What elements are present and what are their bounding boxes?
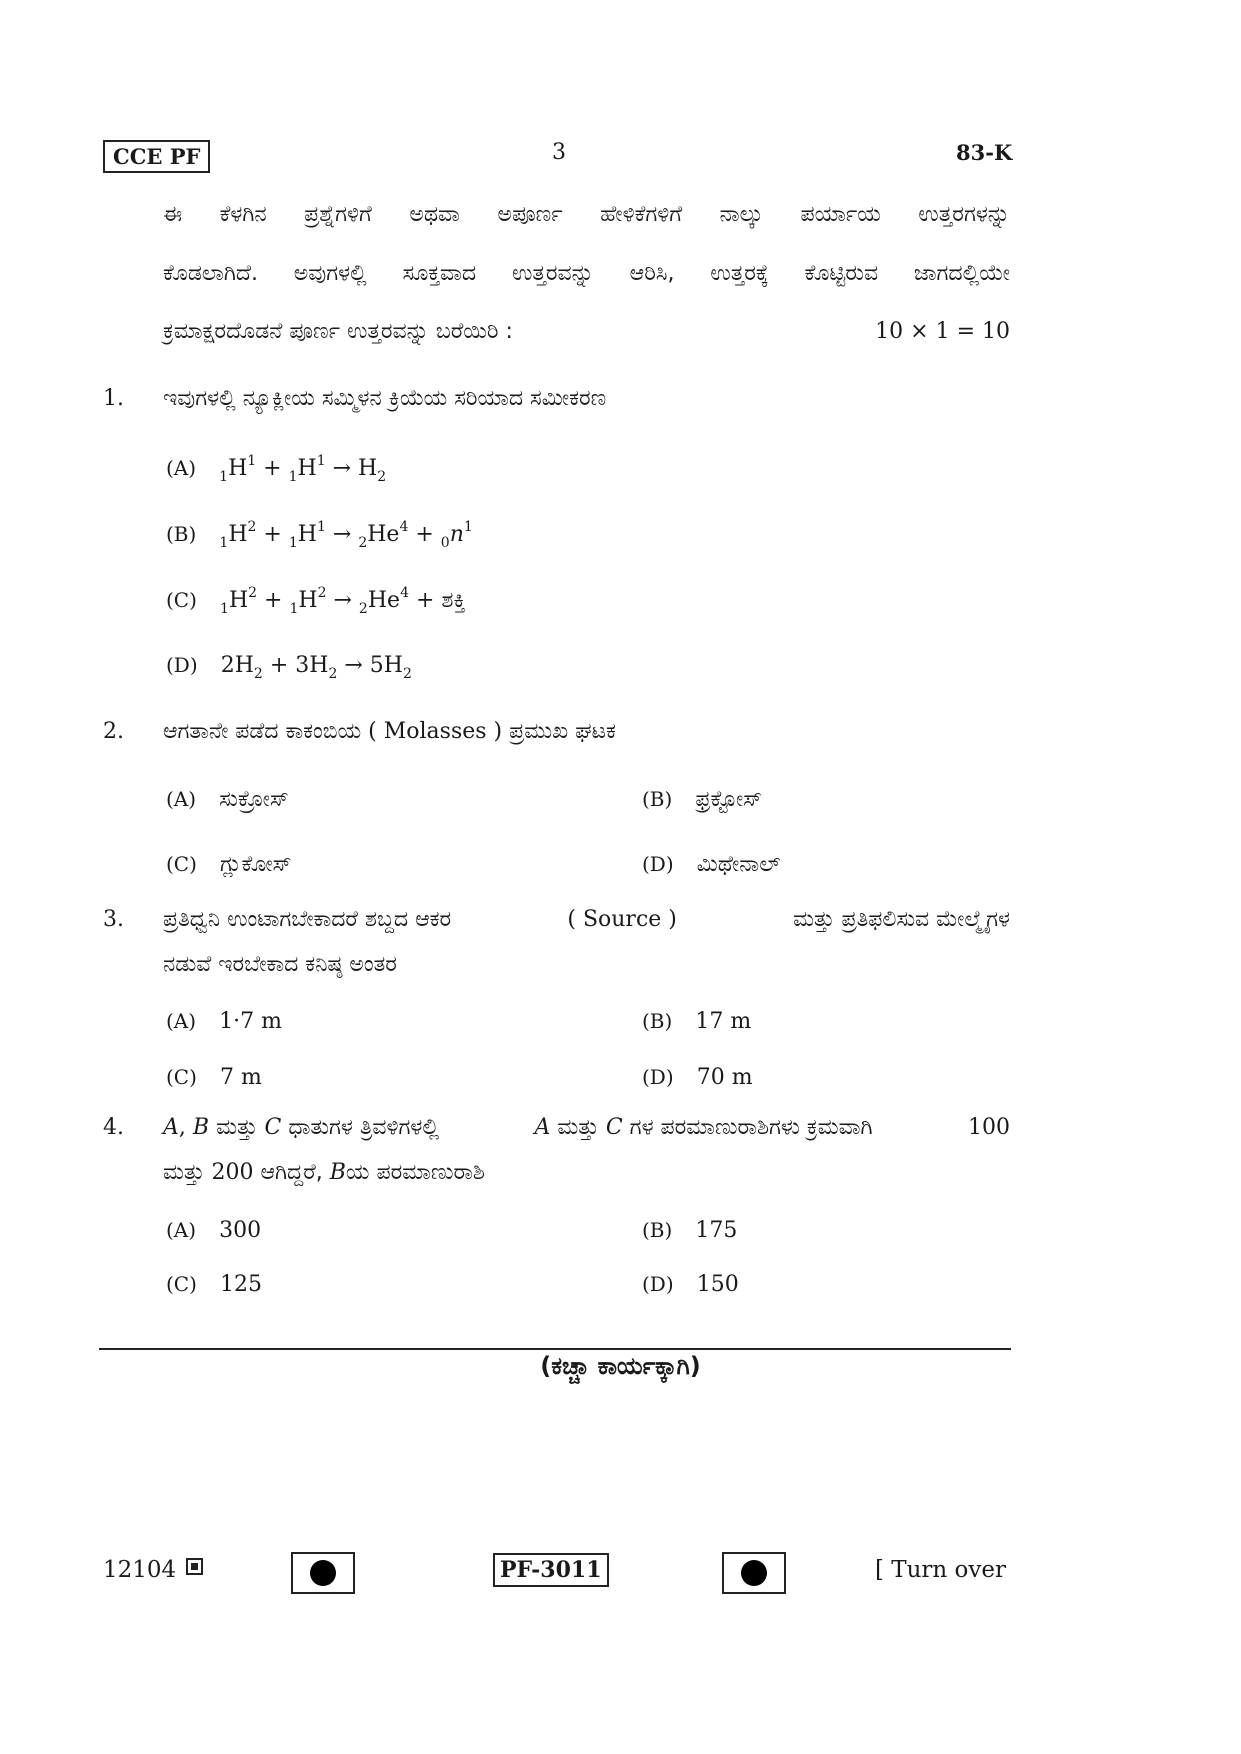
- question-text-line-1: ಪ್ರತಿಧ್ವನಿ ಉಂಟಾಗಬೇಕಾದರೆ ಶಬ್ದದ ಆಕರ ( Source ) ಮತ್ತು ಪ್ರತಿಫಲಿಸುವ ಮೇಲ್ಮೈಗಳ: [163, 907, 1010, 932]
- option-formula: $2H_2 + 3H_2 \to 5H_2$: [220, 653, 412, 682]
- rough-work-label: (ಕಚ್ಚಾ ಕಾರ್ಯಕ್ಕಾಗಿ): [540, 1352, 701, 1380]
- option-value: 175: [695, 1218, 738, 1243]
- option-letter: (B): [166, 522, 197, 546]
- option-row: [166, 585, 466, 624]
- question-text-line-2: ನಡುವೆ ಇರಬೇಕಾದ ಕನಿಷ್ಠ ಅಂತರ: [163, 952, 397, 977]
- option-row: [642, 784, 762, 814]
- option-value: 125: [220, 1272, 263, 1297]
- question-text-line-2: ಮತ್ತು 200 ಆಗಿದ್ದರೆ, Bಯ ಪರಮಾಣುರಾಶಿ: [163, 1160, 485, 1185]
- footer-serial: 12104: [103, 1555, 203, 1585]
- option-row: [166, 650, 412, 681]
- option-letter: (D): [166, 653, 198, 677]
- option-letter: (A): [166, 1218, 197, 1242]
- option-value: 7 m: [220, 1065, 262, 1090]
- option-value: 150: [696, 1272, 739, 1297]
- option-letter: (C): [166, 1065, 197, 1089]
- option-row: [166, 849, 292, 879]
- option-row: [166, 519, 473, 558]
- option-formula: $_1H^2 + _1H^2 \to _2He^4$ + ಶಕ್ತಿ: [220, 585, 466, 617]
- option-row: [166, 1215, 261, 1246]
- option-row: [642, 1269, 739, 1300]
- option-letter: (C): [166, 852, 197, 876]
- registration-mark-icon: [722, 1552, 786, 1594]
- question-text: ಇವುಗಳಲ್ಲಿ ನ್ಯೂಕ್ಲೀಯ ಸಮ್ಮಿಳನ ಕ್ರಿಯೆಯ ಸರಿಯಾದ ಸಮೀಕರಣ: [163, 386, 607, 411]
- page-number: 3: [552, 140, 566, 165]
- question-number: 2.: [103, 719, 124, 744]
- option-row: [642, 849, 781, 879]
- option-row: [166, 784, 289, 814]
- question-number: 3.: [103, 907, 124, 932]
- option-value: 1·7 m: [219, 1009, 282, 1034]
- option-letter: (C): [166, 588, 197, 612]
- option-letter: (D): [642, 1065, 674, 1089]
- option-letter: (D): [642, 1272, 674, 1296]
- question-number: 4.: [103, 1115, 124, 1140]
- paper-subject-code: 83-K: [956, 140, 1013, 165]
- option-row: [166, 453, 386, 492]
- option-value: 70 m: [696, 1065, 753, 1090]
- header-code-box: CCE PF: [103, 140, 210, 173]
- option-value: ಫ್ರಕ್ಟೋಸ್: [695, 787, 763, 812]
- option-letter: (D): [642, 852, 674, 876]
- instruction-line-2: ಕೊಡಲಾಗಿದೆ. ಅವುಗಳಲ್ಲಿ ಸೂಕ್ತವಾದ ಉತ್ತರವನ್ನು ಆರಿಸಿ, ಉತ್ತರಕ್ಕೆ ಕೊಟ್ಟಿರುವ ಜಾಗದಲ್ಲಿಯೇ: [163, 261, 1010, 286]
- energy-word: ಶಕ್ತಿ: [441, 588, 466, 613]
- option-formula: $_1H^1 + _1H^1 \to H_2$: [219, 453, 387, 485]
- option-value: ಮಿಥೇನಾಲ್: [696, 852, 781, 877]
- option-row: [166, 1269, 262, 1300]
- option-letter: (B): [642, 1009, 673, 1033]
- option-row: [166, 1006, 282, 1037]
- question-text: ಆಗತಾನೇ ಪಡೆದ ಕಾಕಂಬಿಯ ( Molasses ) ಪ್ರಮುಖ ಘಟಕ: [163, 719, 616, 744]
- option-value: ಗ್ಲುಕೋಸ್: [220, 852, 292, 877]
- option-formula: $_1H^2 + _1H^1 \to _2He^4 + _0n^1$: [219, 519, 473, 551]
- instruction-line-3: ಕ್ರಮಾಕ್ಷರದೊಡನೆ ಪೂರ್ಣ ಉತ್ತರವನ್ನು ಬರೆಯಿರಿ :: [163, 319, 513, 344]
- option-letter: (A): [166, 787, 197, 811]
- option-letter: (A): [166, 456, 197, 480]
- option-row: [166, 1062, 262, 1093]
- question-number: 1.: [103, 386, 124, 411]
- registration-mark-icon: [291, 1552, 355, 1594]
- marks-scheme: 10 × 1 = 10: [875, 319, 1010, 344]
- footer-paper-code: PF-3011: [493, 1553, 609, 1587]
- option-value: 17 m: [695, 1009, 752, 1034]
- option-letter: (C): [166, 1272, 197, 1296]
- turn-over-label: [ Turn over: [874, 1557, 1006, 1583]
- option-row: [642, 1006, 751, 1037]
- question-text-line-1: A, B ಮತ್ತು C ಧಾತುಗಳ ತ್ರಿವಳಿಗಳಲ್ಲಿ A ಮತ್ತು C ಗಳ ಪರಮಾಣುರಾಶಿಗಳು ಕ್ರಮವಾಗಿ 100: [163, 1115, 1010, 1140]
- option-value: ಸುಕ್ರೋಸ್: [219, 787, 289, 812]
- option-letter: (B): [642, 1218, 673, 1242]
- square-dot-icon: [186, 1558, 203, 1575]
- option-row: [642, 1062, 753, 1093]
- option-letter: (B): [642, 787, 673, 811]
- option-letter: (A): [166, 1009, 197, 1033]
- instruction-line-1: ಈ ಕೆಳಗಿನ ಪ್ರಶ್ನೆಗಳಿಗೆ ಅಥವಾ ಅಪೂರ್ಣ ಹೇಳಿಕೆಗಳಿಗೆ ನಾಲ್ಕು ಪರ್ಯಾಯ ಉತ್ತರಗಳನ್ನು: [163, 202, 1010, 227]
- option-value: 300: [219, 1218, 262, 1243]
- option-row: [642, 1215, 737, 1246]
